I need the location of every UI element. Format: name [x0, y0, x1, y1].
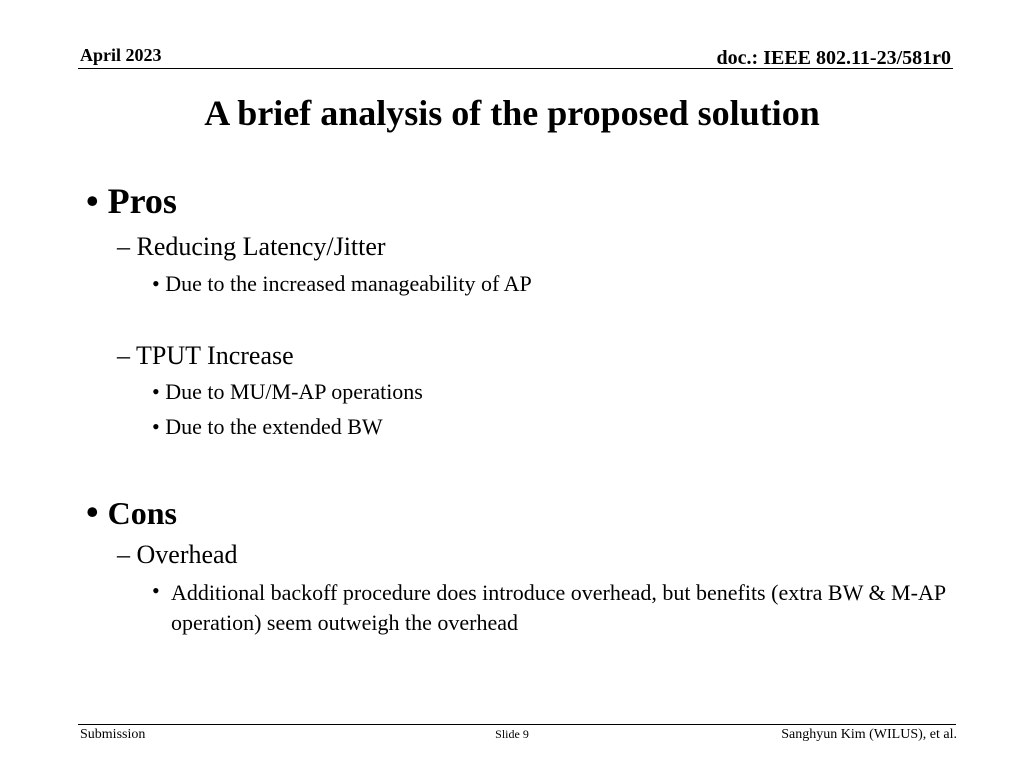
footer-divider: [78, 724, 956, 725]
dash-icon: –: [117, 232, 130, 261]
header-date: April 2023: [80, 45, 162, 65]
slide-title: A brief analysis of the proposed solution: [204, 93, 820, 133]
bullet-dot-icon: •: [152, 578, 160, 603]
dash-icon: –: [117, 540, 130, 569]
bullet-dot-icon: •: [152, 271, 160, 296]
list-subitem: [152, 578, 952, 638]
section-cons: [86, 491, 177, 533]
item-label: Overhead: [136, 540, 238, 569]
section-pros: [86, 180, 177, 222]
bullet-dot-icon: •: [86, 492, 99, 532]
header-doc-id: doc.: IEEE 802.11-23/581r0: [716, 47, 951, 69]
header-divider: [78, 68, 953, 69]
bullet-dot-icon: •: [152, 414, 160, 439]
subitem-text: Due to the extended BW: [165, 414, 383, 439]
subitem-text: Due to MU/M-AP operations: [165, 379, 423, 404]
list-item: [117, 540, 238, 570]
list-item: [117, 341, 294, 371]
dash-icon: –: [117, 341, 130, 370]
bullet-dot-icon: •: [86, 181, 99, 221]
list-subitem: [152, 271, 532, 297]
section-heading: Cons: [107, 495, 177, 531]
item-label: Reducing Latency/Jitter: [136, 232, 386, 261]
footer-slide-number: Slide 9: [495, 727, 529, 741]
subitem-text: Due to the increased manageability of AP: [165, 271, 532, 296]
list-subitem: [152, 414, 383, 440]
list-item: [117, 232, 386, 262]
bullet-dot-icon: •: [152, 379, 160, 404]
subitem-text: Additional backoff procedure does introduce overhead, but benefits (extra BW & M-AP operation) seem outweigh the overhead: [171, 580, 946, 635]
footer-submission: Submission: [80, 727, 146, 742]
footer-author: Sanghyun Kim (WILUS), et al.: [781, 727, 957, 742]
section-heading: Pros: [107, 181, 177, 221]
list-subitem: [152, 379, 423, 405]
item-label: TPUT Increase: [136, 341, 294, 370]
